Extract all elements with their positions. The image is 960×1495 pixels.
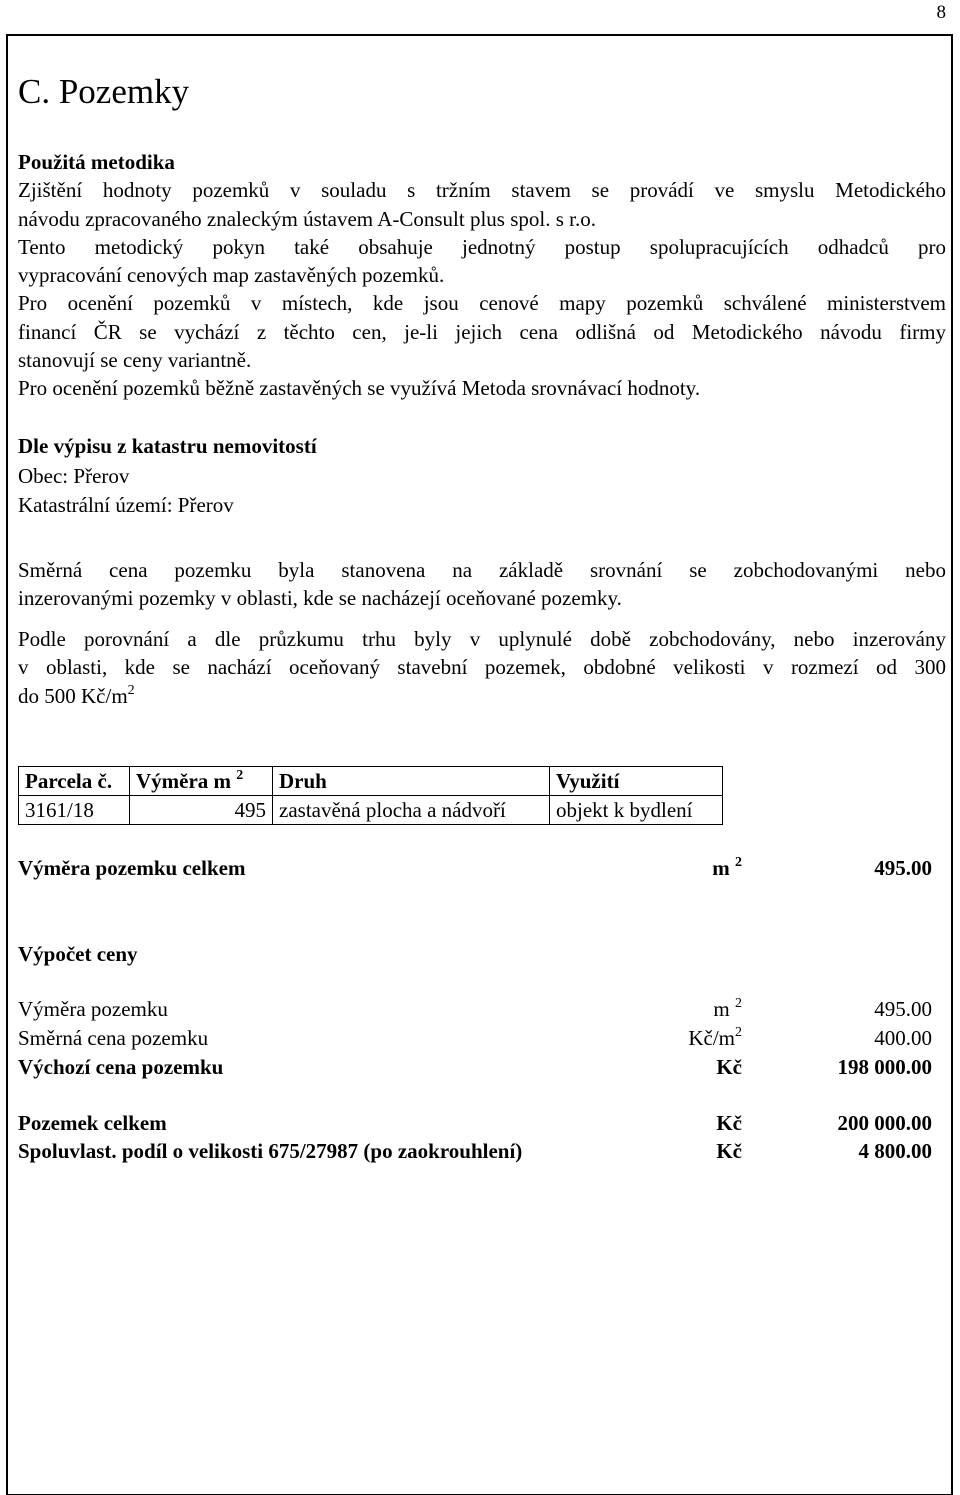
podle-line: v oblasti, kde se nachází oceňovaný stavební pozemek, obdobné velikosti v rozmezí od 300 <box>18 655 946 680</box>
smerna-line: inzerovanými pozemky v oblasti, kde se nacházejí oceňované pozemky. <box>18 586 622 611</box>
calc-row-base <box>18 1053 932 1082</box>
total-area-value: 495.00 <box>874 856 932 880</box>
cell-druh: zastavěná plocha a nádvoří <box>273 796 550 825</box>
cadastre-section <box>18 432 946 521</box>
cell-vymera: 495 <box>130 796 273 825</box>
page-number: 8 <box>936 2 946 23</box>
summary-unit: Kč <box>716 1139 742 1163</box>
podle-line: Podle porovnání a dle průzkumu trhu byly v uplynulé době zobchodovány, nebo inzerovány <box>18 627 946 651</box>
header-vymera: Výměra m $^2$ <box>130 767 273 796</box>
table-header-row <box>19 767 723 796</box>
methodology-section <box>18 148 946 403</box>
summary-label: Pozemek celkem <box>18 1111 167 1135</box>
calc-unit: m $^2$ <box>713 996 742 1021</box>
header-vyuziti: Využití <box>550 767 723 796</box>
cadastre-katastr: Katastrální území: Přerov <box>18 493 234 517</box>
cell-parcela: 3161/18 <box>19 796 130 825</box>
summary-value: 4 800.00 <box>858 1139 932 1163</box>
calc-row-area <box>18 995 932 1024</box>
podle-line-last: do 500 $Kč/m^2$ <box>18 682 135 708</box>
calc-label: Výměra pozemku <box>18 997 168 1021</box>
methodology-line: Zjištění hodnoty pozemků v souladu s tržním stavem se provádí ve smyslu Metodického <box>18 178 946 203</box>
header-parcela: Parcela č. <box>19 767 130 796</box>
header-druh: Druh <box>273 767 550 796</box>
cadastre-heading: Dle výpisu z katastru nemovitostí <box>18 434 317 458</box>
table-row <box>19 796 723 825</box>
calc-unit: $Kč/m^2$ <box>688 1025 742 1050</box>
summary-unit: Kč <box>716 1111 742 1135</box>
methodology-line: Pro ocenění pozemků běžně zastavěných se využívá Metoda srovnávací hodnoty. <box>18 376 701 401</box>
methodology-line: Tento metodický pokyn také obsahuje jednotný postup spolupracujících odhadců pro <box>18 234 946 259</box>
summary-value: 200 000.00 <box>837 1111 932 1135</box>
methodology-line: Pro ocenění pozemků v místech, kde jsou cenové mapy pozemků schválené ministerstvem <box>18 291 946 316</box>
summary-row-total <box>18 1109 932 1138</box>
calc-heading: Výpočet ceny <box>18 942 138 966</box>
summary-row-share <box>18 1137 932 1166</box>
smerna-paragraph <box>18 556 946 613</box>
summary-label: Spoluvlast. podíl o velikosti 675/27987 (po zaokrouhlení) <box>18 1139 523 1163</box>
calc-value: 495.00 <box>874 997 932 1021</box>
smerna-line: Směrná cena pozemku byla stanovena na základě srovnání se zobchodovanými nebo <box>18 558 946 582</box>
methodology-line: vypracování cenových map zastavěných pozemků. <box>18 263 445 288</box>
calc-value: 400.00 <box>874 1026 932 1050</box>
methodology-line: stanovují se ceny variantně. <box>18 348 252 373</box>
section-title: C. Pozemky <box>18 72 190 111</box>
calc-label: Výchozí cena pozemku <box>18 1055 224 1079</box>
cell-vyuziti: objekt k bydlení <box>550 796 723 825</box>
total-area-row <box>18 854 932 883</box>
methodology-heading: Použitá metodika <box>18 150 175 174</box>
methodology-line: návodu zpracovaného znaleckým ústavem A-Consult plus spol. s r.o. <box>18 206 596 231</box>
parcel-table <box>18 766 723 825</box>
calc-unit: Kč <box>716 1055 742 1079</box>
methodology-line: financí ČR se vychází z těchto cen, je-li jejich cena odlišná od Metodického návodu firmy <box>18 319 946 344</box>
calc-value: 198 000.00 <box>837 1055 932 1079</box>
calc-label: Směrná cena pozemku <box>18 1026 209 1050</box>
total-area-unit: m $^2$ <box>712 855 742 880</box>
calc-row-price <box>18 1024 932 1053</box>
podle-paragraph <box>18 625 946 710</box>
cadastre-obec: Obec: Přerov <box>18 463 130 488</box>
total-area-label: Výměra pozemku celkem <box>18 856 246 880</box>
